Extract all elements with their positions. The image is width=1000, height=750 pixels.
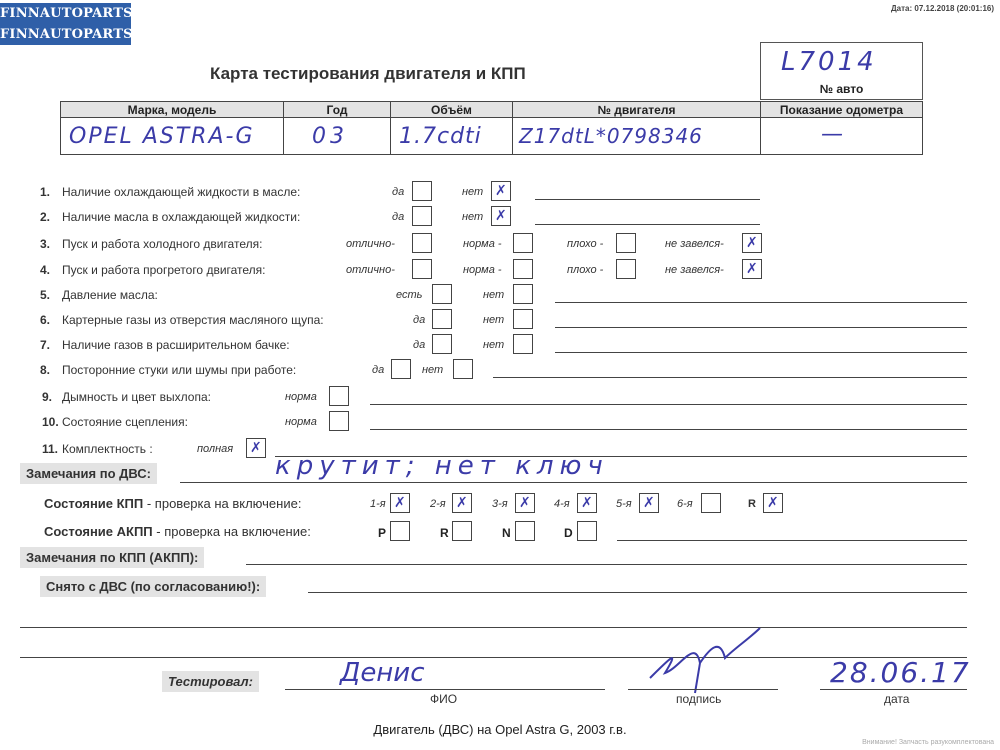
option-label: нет [422,364,444,376]
odometer-value: — [821,122,843,147]
checkbox-excellent[interactable] [412,259,432,279]
notes-line [308,592,967,593]
brand-logo-top: FINNAUTOPARTS [0,3,131,24]
caption: Двигатель (ДВС) на Opel Astra G, 2003 г.в. [373,722,627,737]
check-number: 5. [40,288,51,302]
akpp-checkbox[interactable] [515,521,535,541]
notes-line [370,404,967,405]
checkbox-no[interactable] [491,181,511,201]
notes-line [617,540,967,541]
checkbox-normal[interactable] [329,386,349,406]
option-label: да [392,186,405,198]
remarks-engine-label: Замечания по ДВС: [20,463,157,484]
gear-checkbox[interactable] [452,493,472,513]
checkbox-bad[interactable] [616,233,636,253]
check-label: Дымность и цвет выхлопа: [62,390,211,404]
engine-no-value: Z17dtL*0798346 [519,124,703,148]
car-number-value: L7014 [781,47,877,77]
option-label: нет [483,289,505,301]
cell-year [283,117,391,155]
gear-label: R [748,498,756,510]
gear-label: 6-я [677,498,693,510]
check-label: Картерные газы из отверстия масляного щупа: [62,313,324,327]
gear-label: 4-я [554,498,570,510]
checkbox-no[interactable] [491,206,511,226]
check-number: 6. [40,313,51,327]
year-value: 03 [312,124,348,149]
notes-line [370,429,967,430]
check-mark-icon: ✗ [581,495,593,511]
cell-volume [390,117,513,155]
check-number: 9. [42,390,53,404]
fio-label: ФИО [430,692,458,706]
signature-line [628,689,778,690]
option-label: да [413,314,426,326]
check-mark-icon: ✗ [495,208,507,224]
check-mark-icon: ✗ [250,440,262,456]
cell-engine-no [512,117,761,155]
brand-logo-bottom: FINNAUTOPARTS [0,24,131,45]
checkbox-no[interactable] [513,284,533,304]
check-label: Пуск и работа холодного двигателя: [62,237,263,251]
option-label: нет [462,186,484,198]
gear-label: 3-я [492,498,508,510]
gear-label: D [564,526,573,540]
notes-line [555,302,967,303]
removed-label: Снято с ДВС (по согласованию!): [40,576,266,597]
check-label: Давление масла: [62,288,158,302]
check-label: Наличие газов в расширительном бачке: [62,338,290,352]
page-title: Карта тестирования двигателя и КПП [210,64,526,83]
notes-line [20,627,967,628]
option-label: да [392,211,405,223]
check-label: Наличие масла в охлаждающей жидкости: [62,210,301,224]
checkbox-yes[interactable] [432,309,452,329]
option-label: не завелся- [665,264,724,276]
option-label: нет [462,211,484,223]
gear-checkbox[interactable] [577,493,597,513]
check-mark-icon: ✗ [519,495,531,511]
check-mark-icon: ✗ [495,183,507,199]
checkbox-yes[interactable] [391,359,411,379]
check-number: 11. [42,442,59,456]
col-header-volume: Объём [390,101,513,118]
gear-label: 2-я [430,498,446,510]
timestamp: Дата: 07.12.2018 (20:01:16) [890,4,994,13]
cell-odometer [760,117,923,155]
check-number: 2. [40,210,51,224]
check-mark-icon: ✗ [456,495,468,511]
notes-line [535,224,760,225]
check-label: Пуск и работа прогретого двигателя: [62,263,266,277]
remarks-engine-value: крутит; нет ключ [275,451,609,481]
col-header-odometer: Показание одометра [760,101,923,118]
checkbox-no[interactable] [513,309,533,329]
check-mark-icon: ✗ [643,495,655,511]
check-mark-icon: ✗ [394,495,406,511]
checkbox-not-started[interactable] [742,259,762,279]
kpp-label-bold: Состояние КПП [44,496,144,511]
option-label: плохо - [567,264,604,276]
checkbox-normal[interactable] [513,259,533,279]
check-mark-icon: ✗ [767,495,779,511]
gear-label: P [378,526,387,540]
check-label: Состояние сцепления: [62,415,188,429]
checkbox-yes[interactable] [412,206,432,226]
kpp-label [44,496,301,511]
car-number-label: № авто [819,82,864,96]
notes-line [555,352,967,353]
notes-line [246,564,967,565]
check-number: 4. [40,263,51,277]
checkbox-no[interactable] [453,359,473,379]
gear-label: 5-я [616,498,632,510]
option-label: норма [285,391,317,403]
akpp-label-bold: Состояние АКПП [44,524,153,539]
option-label: да [413,339,426,351]
gear-checkbox[interactable] [390,493,410,513]
col-header-model: Марка, модель [60,101,284,118]
akpp-label [44,524,311,539]
check-label: Комплектность : [62,442,153,456]
notes-line [20,657,967,658]
signature-icon [640,618,770,698]
check-number: 3. [40,237,51,251]
checkbox-yes[interactable] [412,181,432,201]
date-line [820,689,967,690]
option-label: отлично- [346,264,395,276]
option-label: нет [483,339,505,351]
check-label: Посторонние стуки или шумы при работе: [62,363,297,377]
checkbox-yes[interactable] [432,334,452,354]
akpp-checkbox[interactable] [390,521,410,541]
gear-label: R [440,526,449,540]
checkbox-no[interactable] [513,334,533,354]
tester-name: Денис [340,658,425,688]
checkbox-normal[interactable] [329,411,349,431]
option-label: нет [483,314,505,326]
remarks-kpp-label: Замечания по КПП (АКПП): [20,547,204,568]
date-label: дата [884,692,910,706]
notes-line [493,377,967,378]
option-label: не завелся- [665,238,724,250]
check-number: 7. [40,338,51,352]
check-number: 10. [42,415,59,429]
name-line [285,689,605,690]
volume-value: 1.7cdti [399,124,482,149]
checkbox-bad[interactable] [616,259,636,279]
col-header-engine-no: № двигателя [512,101,761,118]
gear-checkbox[interactable] [763,493,783,513]
option-label: плохо - [567,238,604,250]
akpp-checkbox[interactable] [452,521,472,541]
check-mark-icon: ✗ [746,235,758,251]
gear-checkbox[interactable] [639,493,659,513]
check-mark-icon: ✗ [746,261,758,277]
kpp-label-rest: - проверка на включение: [143,496,302,511]
option-label: норма [285,416,317,428]
gear-checkbox[interactable] [515,493,535,513]
signature-label: подпись [676,692,722,706]
gear-checkbox[interactable] [701,493,721,513]
akpp-label-rest: - проверка на включение: [152,524,311,539]
checkbox-normal[interactable] [513,233,533,253]
checkbox-yes[interactable] [432,284,452,304]
gear-label: N [502,526,511,540]
check-number: 8. [40,363,51,377]
notes-line [535,199,760,200]
col-header-year: Год [283,101,391,118]
cell-model [60,117,284,155]
option-label: есть [396,289,423,301]
option-label: норма - [463,238,502,250]
watermark: Внимание! Запчасть разукомплектована [862,739,994,746]
notes-line [180,482,967,483]
check-number: 1. [40,185,51,199]
akpp-checkbox[interactable] [577,521,597,541]
tested-label: Тестировал: [162,671,259,692]
check-label: Наличие охлаждающей жидкости в масле: [62,185,301,199]
checkbox-excellent[interactable] [412,233,432,253]
notes-line [555,327,967,328]
car-number-box [760,42,923,100]
checkbox-complete[interactable] [246,438,266,458]
checkbox-not-started[interactable] [742,233,762,253]
option-label: норма - [463,264,502,276]
option-label: отлично- [346,238,395,250]
gear-label: 1-я [370,498,386,510]
option-label: да [372,364,385,376]
model-value: OPEL ASTRA-G [69,124,255,149]
date-value: 28.06.17 [830,656,971,689]
option-label: полная [197,443,234,455]
